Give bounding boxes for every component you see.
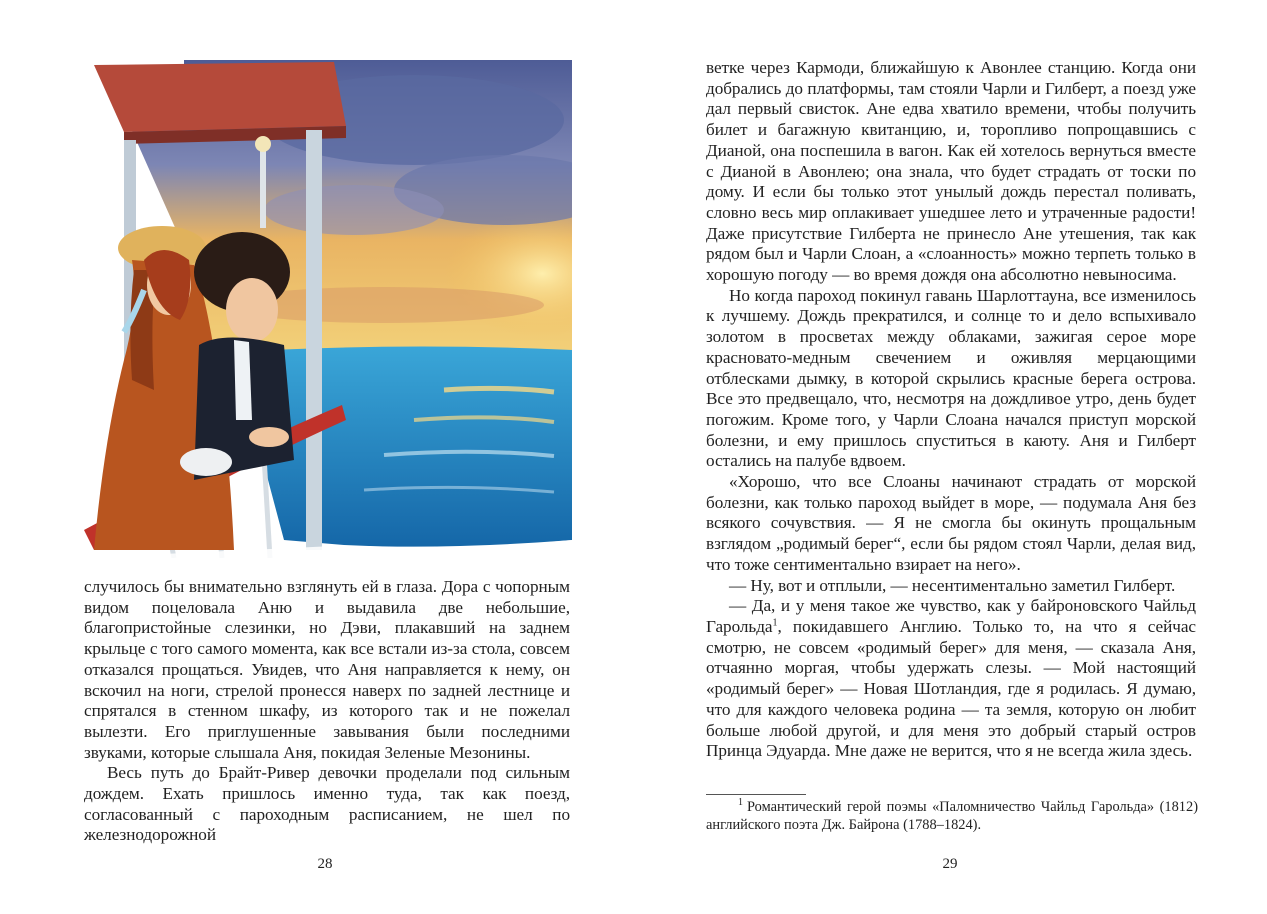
paragraph: — Ну, вот и отплыли, — несентиментально заметил Гилберт.: [729, 575, 1176, 595]
ship-deck-illustration: [84, 60, 572, 558]
paragraph-text: , покидавшего Англию. Только то, на что я сейчас смотрю, не совсем «родимый берег» для меня, — сказала Аня, отчаянно моргая, чтобы удержать слезы. — Мой настоящий «родимый берег» — Новая Шотландия, где я родилась. Я думаю, что для каждого человека родина — та земля, которую он любит больше любой другой, и для меня это добрый старый остров Принца Эдуарда. Мне даже не верится, что я не всегда жила здесь.: [706, 616, 1196, 761]
footnote-reference[interactable]: 1: [772, 617, 778, 629]
right-body-text: [706, 58, 1196, 762]
paragraph: «Хорошо, что все Слоаны начинают страдать от морской болезни, как только пароход выйдет в море, — подумала Аня без всякого сочувствия. — Я не смогла бы окинуть прощальным взглядом „родимый берег“, если бы рядом стоял Чарли, делая вид, что тоже сентиментально взирает на него».: [706, 472, 1196, 574]
footnote: [706, 798, 1198, 834]
paragraph-text: — Да, и у меня такое же чувство, как у байроновского Чайльд Гарольда: [706, 596, 1196, 636]
left-body-text: [84, 577, 570, 846]
paragraph: Но когда пароход покинул гавань Шарлоттауна, все изменилось к лучшему. Дождь прекратился, и солнце то и дело вспыхивало золотом в просветах между облаками, зажигая серое море красновато-медным свечением и оживляя мерцающими отблесками дымку, в которой скрылись красные берега острова. Все это предвещало, что, несмотря на дождливое утро, день будет погожим. Кроме того, у Чарли Слоана начался приступ морской болезни, и ему пришлось спуститься в каюту. Аня и Гилберт остались на палубе вдвоем.: [706, 285, 1196, 471]
paragraph: [706, 596, 1196, 762]
right-page: [633, 0, 1267, 914]
page-number: 28: [317, 856, 333, 872]
paragraph: ветке через Кармоди, ближайшую к Авонлее станцию. Когда они добрались до платформы, там стояли Чарли и Гилберт, а поезд уже дал первый свисток. Ане едва хватило времени, чтобы получить билет и багажную квитанцию, и, торопливо попрощавшись с Дианой, она поспешила в вагон. Как ей хотелось вернуться вместе с Дианой в Авонлею; она знала, что будет страдать от тоски по дому. И если бы только этот унылый дождь перестал поливать, словно весь мир оплакивает ушедшее лето и утраченные радости! Даже присутствие Гилберта не принесло Ане утешения, так как рядом был и Чарли Слоан, а «слоанность» можно терпеть только в хорошую погоду — во время дождя она абсолютно невыносима.: [706, 58, 1196, 285]
left-page: [0, 0, 633, 914]
paragraph: случилось бы внимательно взглянуть ей в глаза. Дора с чопорным видом поцеловала Аню и выдавила две небольшие, благопристойные слезинки, но Дэви, плакавший на заднем крыльце с того самого момента, как все встали из-за стола, совсем отказался прощаться. Увидев, что Аня направляется к нему, он вскочил на ноги, стрелой пронесся наверх по задней лестнице и спрятался в стенном шкафу, из которого так и не пожелал вылезти. Его приглушенные завывания были последними звуками, которые слышала Аня, покидая Зеленые Мезонины.: [84, 577, 570, 762]
watercolor-image: [84, 60, 572, 558]
page-number: 29: [942, 856, 958, 872]
footnote-mark: 1: [738, 797, 743, 809]
paragraph: Весь путь до Брайт-Ривер девочки проделали под сильным дождем. Ехать пришлось именно туда, так как поезд, согласованный с пароходным расписанием, не шел по железнодорожной: [84, 763, 570, 845]
footnote-divider: [706, 794, 806, 795]
footnote-text: Романтический герой поэмы «Паломничество Чайльд Гарольда» (1812) английского поэта Дж. Байрона (1788–1824).: [706, 799, 1198, 833]
